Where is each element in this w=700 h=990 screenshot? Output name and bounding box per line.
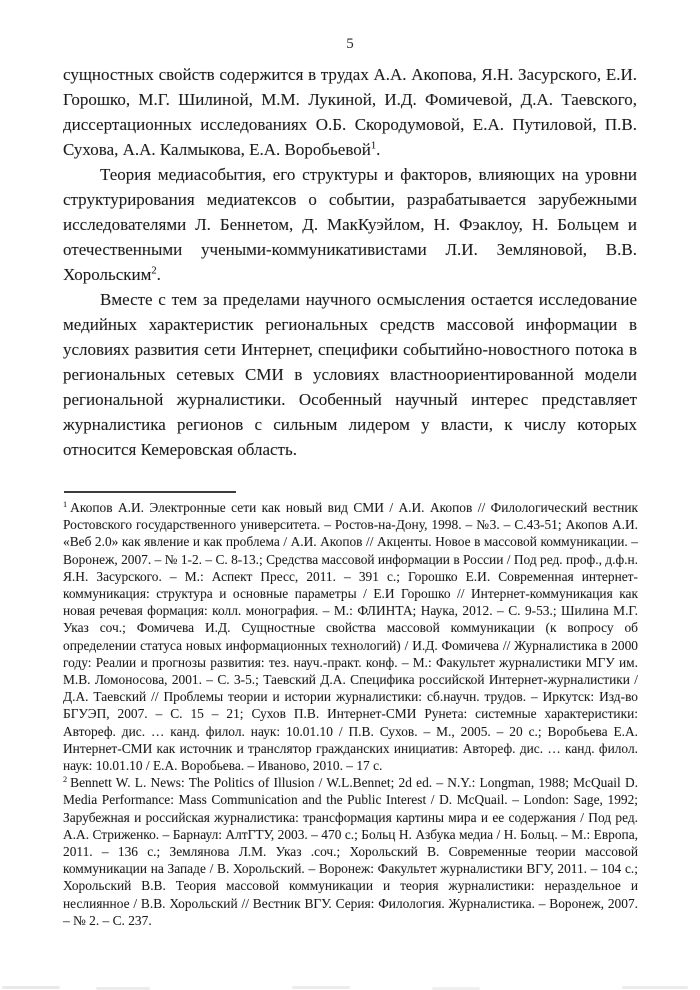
- scan-artifact: [2, 986, 60, 989]
- footnote-number: 2: [63, 774, 68, 784]
- paragraph-text: Вместе с тем за пределами научного осмысления остается исследование медийных характеристик региональных средств массовой информации в условиях развития сети Интернет, специфики событийно-новостного потока в региональных сетевых СМИ в условиях властноориентированной модели региональной журналистики. Особенный научный интерес представляет журналистика регионов с сильным лидером у власти, к числу которых относится Кемеровская область.: [63, 290, 637, 459]
- footnote-text: Акопов А.И. Электронные сети как новый вид СМИ / А.И. Акопов // Филологический вестник Ростовского государственного университета. – Ростов-на-Дону, 1998. – №3. – С.43-51; Акопов А.И. «Веб 2.0» как явление и как проблема / А.И. Акопов // Акценты. Новое в массовой коммуникации. – Воронеж, 2007. – № 1-2. – С. 8-13.; Средства массовой информации в России / Под ред. проф., д.ф.н. Я.Н. Засурского. – М.: Аспект Пресс, 2011. – 391 с.; Горошко Е.И. Современная интернет-коммуникация: структура и основные параметры / Е.И Горошко // Интернет-коммуникация как новая речевая формация: колл. монография. – М.: ФЛИНТА; Наука, 2012. – С. 9-53.; Шилина М.Г. Указ соч.; Фомичева И.Д. Сущностные свойства массовой коммуникации (к вопросу об определении статуса новых информационных технологий) / И.Д. Фомичева // Журналистика в 2000 году: Реалии и прогнозы развития: тез. науч.-практ. конф. – М.: Факультет журналистики МГУ им. М.В. Ломоносова, 2001. – С. 3-5.; Таевский Д.А. Специфика российской Интернет-журналистики / Д.А. Таевский // Проблемы теории и истории журналистики: сб.научн. трудов. – Иркутск: Изд-во БГУЭП, 2007. – С. 15 – 21; Сухов П.В. Интернет-СМИ Рунета: системные характеристики: Автореф. дис. … канд. филол. наук: 10.01.10 / П.В. Сухов. – М., 2005. – 20 с.; Воробьева Е.А. Интернет-СМИ как источник и транслятор гражданских инициатив: Автореф. дис. … канд. филол. наук: 10.01.10 / Е.А. Воробьева. – Иваново, 2010. – 17 с.: [63, 500, 638, 774]
- paragraph-text: Теория медиасобытия, его структуры и факторов, влияющих на уровни структурирования медиатексов о событии, разрабатывается зарубежными исследователями Л. Беннетом, Д. МакКуэйлом, Н. Фэаклоу, Н. Больцем и отечественными учеными-коммуникативистами Л.И. Земляновой, В.В. Хорольским: [63, 165, 637, 284]
- paragraph-research-gap: [63, 287, 637, 462]
- footnote-ref-marker-1: 1: [370, 140, 377, 152]
- scan-artifact: [292, 986, 350, 989]
- paragraph-tail: .: [376, 140, 381, 159]
- footnote-separator-line: [64, 491, 236, 493]
- paragraph-tail: .: [156, 265, 161, 284]
- footnote-1: [63, 499, 638, 774]
- body-text: [63, 62, 637, 462]
- footnote-number: 1: [63, 499, 68, 509]
- paragraph-continuation: [63, 62, 637, 162]
- footnote-text: Bennett W. L. News: The Politics of Illusion / W.L.Bennet; 2d ed. – N.Y.: Longman, 1988; McQuail D. Media Performance: Mass Communication and the Public Interest / D. McQuail. – London: Sage, 1992; Зарубежная и российская журналистика: трансформация картины мира и ее содержания / Под ред. А.А. Стриженко. – Барнаул: АлтГТУ, 2003. – 470 с.; Больц Н. Азбука медиа / Н. Больц. – М.: Европа, 2011. – 136 с.; Землянова Л.М. Указ .соч.; Хорольский В. Современные теории массовой коммуникации на Западе / В. Хорольский. – Воронеж: Факультет журналистики ВГУ, 2011. – 104 с.; Хорольский В.В. Теория массовой коммуникации и теория журналистики: нераздельное и неслиянное / В.В. Хорольский // Вестник ВГУ. Серия: Филология. Журналистика. – Воронеж, 2007. – № 2. – С. 237.: [63, 775, 638, 928]
- paragraph-text: сущностных свойств содержится в трудах А.А. Акопова, Я.Н. Засурского, Е.И. Горошко, М.Г. Шилиной, М.М. Лукиной, И.Д. Фомичевой, Д.А. Таевского, диссертационных исследованиях О.Б. Скородумовой, Е.А. Путиловой, П.В. Сухова, А.А. Калмыкова, Е.А. Воробьевой: [63, 65, 637, 159]
- paragraph-media-event-theory: [63, 162, 637, 287]
- footnotes-block: [63, 499, 638, 929]
- scan-artifact: [622, 986, 688, 989]
- footnote-2: [63, 774, 638, 929]
- page-number: 5: [346, 36, 354, 52]
- footnote-ref-marker-2: 2: [151, 265, 157, 277]
